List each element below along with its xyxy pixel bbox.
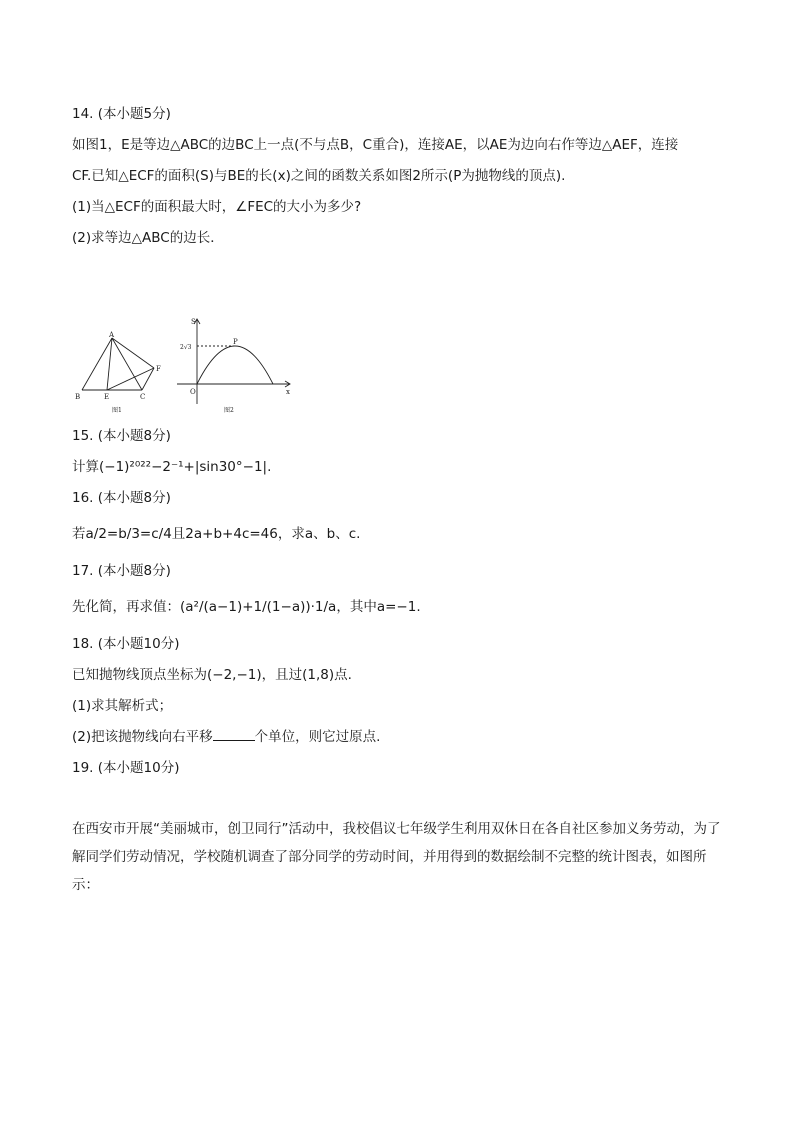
fig2-label-S: S <box>191 318 196 326</box>
fig2-label-x: x <box>286 388 290 396</box>
q14-figure2-parabola <box>172 314 297 420</box>
q14-stem-line1: 如图1，E是等边△ABC的边BC上一点(不与点B，C重合)，连接AE，以AE为边向右作等边△AEF，连接 <box>72 137 679 153</box>
fig1-label-B: B <box>75 393 81 401</box>
fig2-label-P: P <box>233 338 238 346</box>
fig1-label-E: E <box>104 393 110 401</box>
q14-part2: (2)求等边△ABC的边长． <box>72 230 224 246</box>
q16-text: 若a/2=b/3=c/4且2a+b+4c=46，求a、b、c. <box>72 526 361 542</box>
q14-figure1-triangles <box>72 330 172 420</box>
q18-stem: 已知抛物线顶点坐标为(−2,−1)，且过(1,8)点. <box>72 667 352 683</box>
q15-header: 15. (本小题8分) <box>72 428 171 444</box>
q19-header: 19. (本小题10分) <box>72 760 180 776</box>
q14-stem-line2: CF.已知△ECF的面积(S)与BE的长(x)之间的函数关系如图2所示(P为抛物线的顶点). <box>72 168 566 184</box>
q14-header: 14. (本小题5分) <box>72 106 171 122</box>
fig1-caption: 图1 <box>112 407 122 414</box>
q16-header: 16. (本小题8分) <box>72 490 171 506</box>
q17-header: 17. (本小题8分) <box>72 563 171 579</box>
q18-part2 <box>72 727 380 747</box>
q15-text: 计算(−1)²⁰²²−2⁻¹+|sin30°−1|. <box>72 459 272 475</box>
q19-paragraph: 在西安市开展“美丽城市，创卫同行”活动中，我校倡议七年级学生利用双休日在各自社区参加义务劳动，为了解同学们劳动情况，学校随机调查了部分同学的劳动时间，并用得到的数据绘制不完整的统计图表，如图所示： <box>72 821 721 893</box>
q18-part2-after: 个单位，则它过原点. <box>254 729 381 745</box>
fig1-label-A: A <box>109 331 115 339</box>
fig2-label-O: O <box>190 388 196 396</box>
fig2-y-tick: 2√3 <box>180 344 192 351</box>
q18-header: 18. (本小题10分) <box>72 636 180 652</box>
q18-part1: (1)求其解析式； <box>72 698 173 714</box>
q14-part1: (1)当△ECF的面积最大时，∠FEC的大小为多少? <box>72 199 362 215</box>
q17-text: 先化简，再求值：(a²/(a−1)+1/(1−a))·1/a，其中a=−1. <box>72 599 421 615</box>
q18-part2-before: (2)把该抛物线向右平移 <box>72 729 213 745</box>
q18-answer-blank[interactable] <box>213 728 255 741</box>
fig2-caption: 图2 <box>224 407 234 414</box>
fig1-label-C: C <box>140 393 146 401</box>
fig1-label-F: F <box>156 365 161 373</box>
